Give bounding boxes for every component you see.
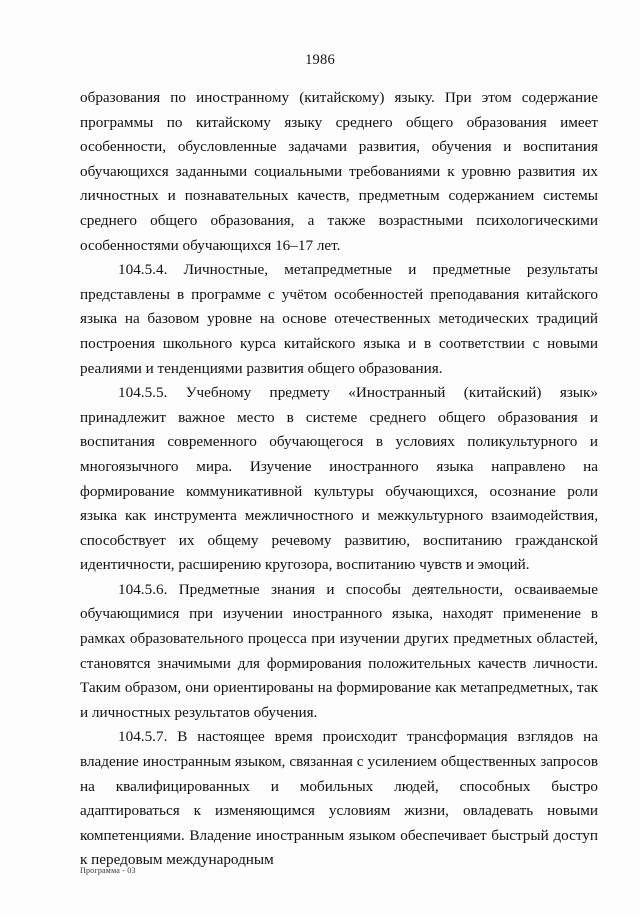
- document-body: [80, 86, 598, 873]
- page-number: 1986: [305, 52, 335, 68]
- paragraph-104-5-6: 104.5.6. Предметные знания и способы деятельности, осваиваемые обучающимися при изучении иностранного языка, находят применение в рамках образовательного процесса при изучении других предметных областей, становятся значимыми для формирования положительных качеств личности. Таким образом, они ориентированы на формирование как метапредметных, так и личностных результатов обучения.: [80, 580, 598, 721]
- page-footer: Программа - 03: [80, 866, 136, 875]
- paragraph-continuation: образования по иностранному (китайскому) языку. При этом содержание программы по китайскому языку среднего общего образования имеет особенности, обусловленные задачами развития, обучения и воспитания обучающихся заданными социальными требованиями к уровню развития их личностных и познавательных качеств, предметным содержанием системы среднего общего образования, а также возрастными психологическими особенностями обучающихся 16–17 лет.: [80, 89, 598, 254]
- paragraph-104-5-5: 104.5.5. Учебному предмету «Иностранный (китайский) язык» принадлежит важное место в системе среднего общего образования и воспитания современного обучающегося в условиях поликультурного и многоязычного мира. Изучение иностранного языка направлено на формирование коммуникативной культуры обучающихся, осознание роли языка как инструмента межличностного и межкультурного взаимодействия, способствует их общему речевому развитию, воспитанию гражданской идентичности, расширению кругозора, воспитанию чувств и эмоций.: [80, 384, 598, 574]
- paragraph-104-5-7: 104.5.7. В настоящее время происходит трансформация взглядов на владение иностранным языком, связанная с усилением общественных запросов на квалифицированных и мобильных людей, способных быстро адаптироваться к изменяющимся условиям жизни, овладевать новыми компетенциями. Владение иностранным языком обеспечивает быстрый доступ к передовым международным: [80, 728, 598, 869]
- paragraph-104-5-4: 104.5.4. Личностные, метапредметные и предметные результаты представлены в программе с учётом особенностей преподавания китайского языка на базовом уровне на основе отечественных методических традиций построения школьного курса китайского языка и в соответствии с новыми реалиями и тенденциями развития общего образования.: [80, 261, 598, 377]
